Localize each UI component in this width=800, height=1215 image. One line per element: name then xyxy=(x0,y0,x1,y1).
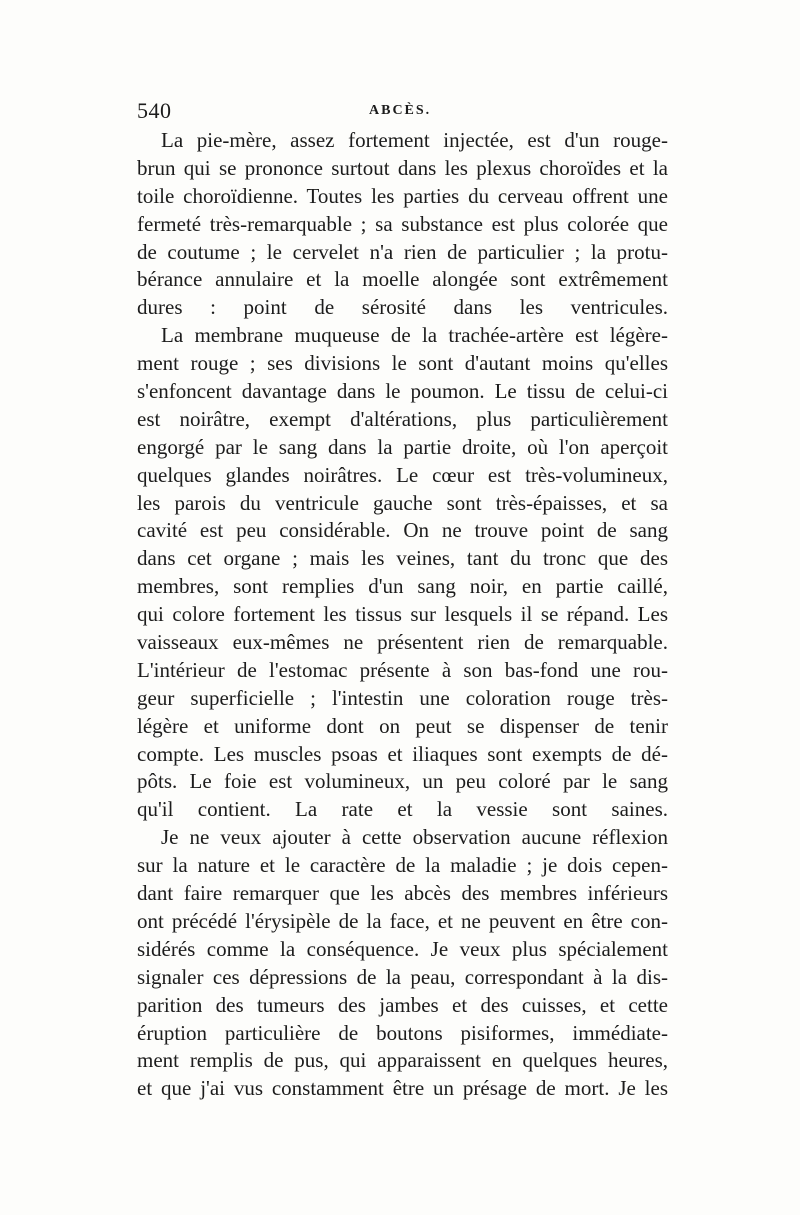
text-line: dant faire remarquer que les abcès des membres inférieurs xyxy=(137,881,668,906)
text-line: signaler ces dépressions de la peau, correspondant à la dis- xyxy=(137,964,668,989)
page-number: 540 xyxy=(137,98,172,123)
text-line: quelques glandes noirâtres. Le cœur est très-volumineux, xyxy=(137,462,668,487)
text-line: les parois du ventricule gauche sont très-épaisses, et sa xyxy=(137,490,668,515)
text-line: L'intérieur de l'estomac présente à son bas-fond une rou- xyxy=(137,657,668,682)
text-line: dures : point de sérosité dans les ventricules. xyxy=(137,295,668,320)
text-line: pôts. Le foie est volumineux, un peu coloré par le sang xyxy=(137,769,668,794)
running-head: ABCÈS. xyxy=(369,103,432,118)
text-line: vaisseaux eux-mêmes ne présentent rien de remarquable. xyxy=(137,630,668,655)
text-line: cavité est peu considérable. On ne trouve point de sang xyxy=(137,518,668,543)
text-line: qu'il contient. La rate et la vessie sont saines. xyxy=(137,797,668,822)
page-header xyxy=(137,98,667,128)
text-line: est noirâtre, exempt d'altérations, plus particulièrement xyxy=(137,406,668,431)
text-line: et que j'ai vus constamment être un présage de mort. Je les xyxy=(137,1076,668,1101)
text-line: dans cet organe ; mais les veines, tant du tronc que des xyxy=(137,546,668,571)
text-line: légère et uniforme dont on peut se dispenser de tenir xyxy=(137,713,668,738)
text-line: de coutume ; le cervelet n'a rien de particulier ; la protu- xyxy=(137,239,668,264)
text-line: La pie-mère, assez fortement injectée, est d'un rouge- xyxy=(161,128,668,152)
body-text xyxy=(137,127,668,1103)
text-line: ment rouge ; ses divisions le sont d'autant moins qu'elles xyxy=(137,351,668,376)
text-line: Je ne veux ajouter à cette observation aucune réflexion xyxy=(161,825,668,850)
text-line: parition des tumeurs des jambes et des cuisses, et cette xyxy=(137,992,668,1017)
text-line: brun qui se prononce surtout dans les plexus choroïdes et la xyxy=(137,155,668,180)
text-line: sur la nature et le caractère de la maladie ; je dois cepen- xyxy=(137,853,668,878)
text-line: bérance annulaire et la moelle alongée sont extrêmement xyxy=(137,267,668,292)
text-line: membres, sont remplies d'un sang noir, en partie caillé, xyxy=(137,574,668,599)
text-line: compte. Les muscles psoas et iliaques sont exempts de dé- xyxy=(137,741,668,766)
text-line: fermeté très-remarquable ; sa substance est plus colorée que xyxy=(137,211,668,236)
text-line: qui colore fortement les tissus sur lesquels il se répand. Les xyxy=(137,602,668,627)
text-line: engorgé par le sang dans la partie droite, où l'on aperçoit xyxy=(137,434,668,459)
text-line: s'enfoncent davantage dans le poumon. Le tissu de celui-ci xyxy=(137,379,668,404)
text-line: sidérés comme la conséquence. Je veux plus spécialement xyxy=(137,936,668,961)
text-line: toile choroïdienne. Toutes les parties du cerveau offrent une xyxy=(137,183,668,208)
text-line: ont précédé l'érysipèle de la face, et ne peuvent en être con- xyxy=(137,908,668,933)
text-line: geur superficielle ; l'intestin une coloration rouge très- xyxy=(137,685,668,710)
text-line: ment remplis de pus, qui apparaissent en quelques heures, xyxy=(137,1048,668,1073)
text-line: La membrane muqueuse de la trachée-artère est légère- xyxy=(161,323,668,348)
text-line: éruption particulière de boutons pisiformes, immédiate- xyxy=(137,1020,668,1045)
